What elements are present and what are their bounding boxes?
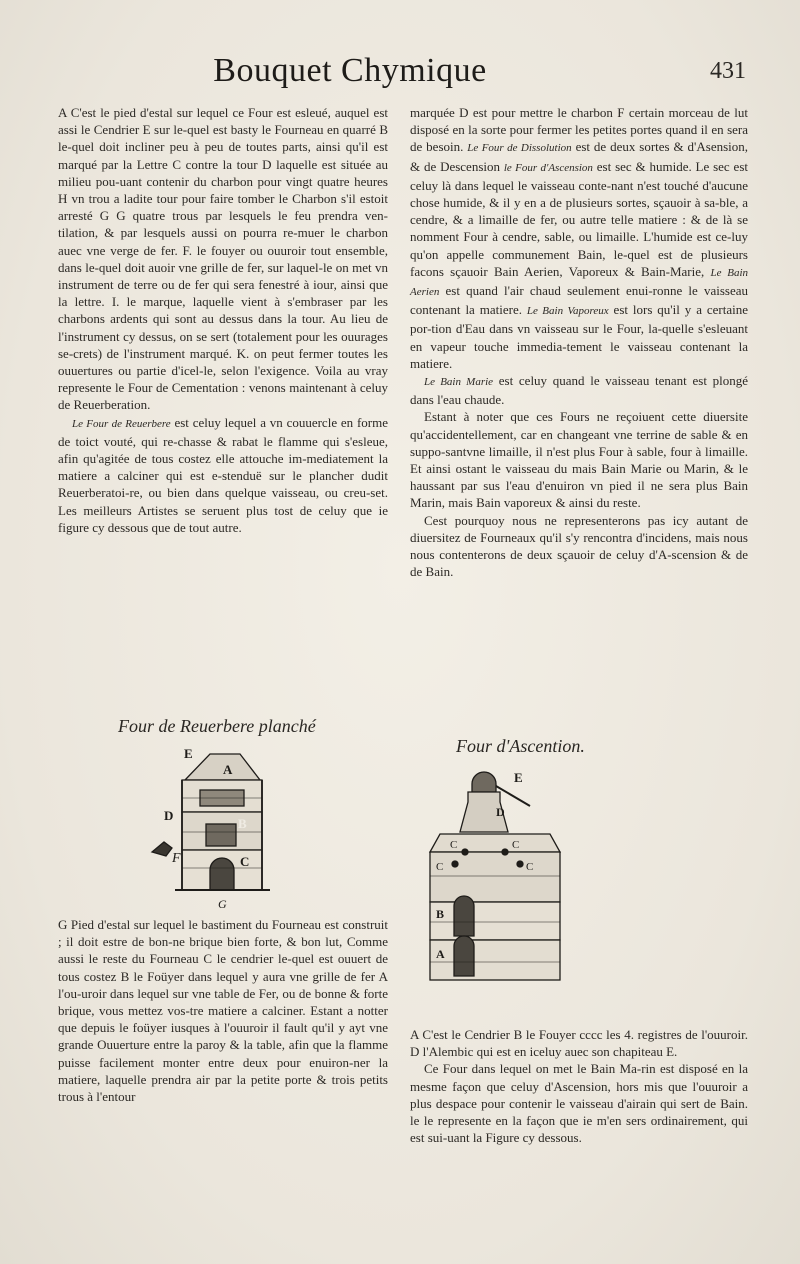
- dissolution-paragraph: [410, 104, 748, 372]
- fig-left-label-d: D: [164, 808, 174, 823]
- bain-marie-paragraph: [410, 372, 748, 408]
- left-column-bottom: [58, 916, 388, 1105]
- fig-left-label-e: E: [184, 746, 193, 761]
- ascention-furnace-drawing: [410, 756, 580, 986]
- fig-right-label-d: D: [496, 805, 505, 819]
- fig-left-label-f: F: [172, 851, 181, 866]
- p1-lead-dissolution: Le Four de Dissolution: [467, 142, 572, 155]
- p2-text: est celuy quand le vaisseau tenant est plongé dans l'eau chaude.: [410, 373, 749, 408]
- fig-right-label-b: B: [436, 907, 445, 921]
- p2-lead: Le Bain Marie: [424, 376, 494, 389]
- reverb-text: est celuy lequel a vn couuercle en forme de toict vouté, qui re-chasse & rabat le flamme qui s'esleue, afin qu'agitée de tous costez elle attouche im-mediatement la matiere a calciner qui est e-stenduë sur le plancher dudit Reuerberatoi-re, ou bien dans quelque vaisseau, ou creu-set. Les meilleurs Artistes se seruent plus tost de celuy que ie figure cy dessous que de tout autre.: [58, 414, 388, 535]
- fig-right-label-e: E: [514, 770, 523, 785]
- running-title: Bouquet Chymique: [213, 52, 487, 89]
- right-column-bottom: [410, 1026, 748, 1146]
- fig-left-label-b: B: [238, 816, 247, 831]
- fig-left-label-c: C: [240, 854, 250, 869]
- ascention-furnace-figure: [410, 756, 580, 986]
- fig-right-label-c1: C: [450, 839, 458, 851]
- cementation-paragraph: A C'est le pied d'estal sur lequel ce Four est esleué, auquel est assi le Cendrier E sur le-quel est basty le Fourneau en quarré B le-quel doit incliner peu à peu de toutes parts, ainsi qu'il est marqué par la Lettre C contre la tour D laquelle est située au milieu pou-uant contenir du charbon pour vingt quatre heures H vn trou a ladite tour pour faire tomber le Charbon s'il estoit arresté G G quatre trous par lesquels le feu prendra ven-tilation, & par lesquels aussi on pourra re-muer le charbon auec vne verge de fer. F. le fouyer ou ouuroir tout ensemble, dans le-quel doit auoir vne grille de fer, sur laquel-le on met vn instrument de terre ou de fer qui sera fenestré à iour, ainsi que la lettre. I. le marque, laquelle vient à s'embraser par les charbons ardents qui sont au dessus dans la tour. Au lieu de l'instrument cy dessus, on se sert (totalement pour les ouurages se-crets) de l'instrument marqué. K. on peut fermer toutes les ouuertures ou partie d'icel-le, selon l'exigence. Voila au vray represente le Four de Cementation : venons maintenant à celuy de Reuerberation.: [58, 105, 388, 413]
- fig-right-label-c3: C: [436, 861, 444, 873]
- caption-reverbere: Four de Reuerbere planché: [118, 716, 316, 736]
- reverbere-furnace-drawing: [110, 740, 310, 920]
- p1-end3: est lors qu'il y a certaine por-tion d'Eau dans vn vaisseau sur le Four, la-quelle s'esleuant en vapeur touche immedia-tement le vaisseau contenant la matiere.: [410, 302, 749, 371]
- left-column-top: [58, 104, 388, 536]
- right-column-top: [410, 104, 748, 580]
- page-header: [0, 52, 800, 102]
- p1-lead-aerien: Le Bain Aerien: [410, 266, 748, 299]
- fig-right-label-a: A: [436, 947, 445, 961]
- reverberation-paragraph: [58, 414, 388, 536]
- p1-end: est sec & humide. Le sec est celuy là dans lequel le vaisseau conte-nant n'est touché d'aucune chose humide, & il y en a de plusieurs sortes, sçauoir à sa-ble, a cendre, & a limaille de fer, ou autre telle matiere : & de là se nomment Four à cendre, sable, ou limaille. L'humide est ce-luy qu'on appelle communement Bain, le-quel est de plusieurs facons sçauoir Bain Aerien, Vaporeux & Bain-Marie,: [410, 158, 748, 279]
- fig-left-label-g: G: [218, 897, 227, 911]
- p1-mid: est de deux sortes & d'Asension, & de Descension: [410, 139, 749, 174]
- reverb-lead: Le Four de Reuerbere: [72, 417, 171, 430]
- conclusion-paragraph: Cest pourquoy nous ne representerons pas icy autant de diuersitez de Fourneaux qu'il s'y rencontra d'incidens, mais nous nous contenterons de deux sçauoir de celuy d'A-scension & de de Bain.: [410, 512, 748, 580]
- diversity-paragraph: Estant à noter que ces Fours ne reçoiuent cette diuersite qu'accidentellement, car en changeant vne terrine de sable & en suppo-santvne limaille, il n'est plus Four à sable, four à limaille. Et ainsi ostant le vaisseau du mais Bain Marie ou Marin, & le haussant par sus l'eau d'enuiron vn pied il ne sera plus Bain Marin, mais Bain vaporeux & ainsi du reste.: [410, 409, 748, 511]
- fig-right-label-c2: C: [512, 839, 520, 851]
- caption-ascention: Four d'Ascention.: [456, 736, 585, 756]
- fig-right-label-c4: C: [526, 861, 534, 873]
- page-number: 431: [710, 58, 746, 84]
- reverbere-furnace-figure: [110, 740, 310, 920]
- p1-start: marquée D est pour mettre le charbon F certain morceau de lut disposé en la sorte pour fermer les petites portes quand il en sera de besoin.: [410, 105, 748, 155]
- reverbere-legend-paragraph: G Pied d'estal sur lequel le bastiment du Fourneau est construit ; il doit estre de bon-ne brique bien forte, & bon lut, Comme aussi le reste du Fourneau C le cendrier le-quel est ouuert de tous costez B le Foüyer dans lequel y aura vne grille de fer A l'ou-uroir dans lequel sur vne table de Fer, ou de bonne & forte brique, vous mettez vos-tre matiere a calciner. Estant a notter que depuis le foüyer iusques à l'ouuroir il fault qu'il y ayt vne grande Ouuerture entre la paroy & la table, afin que la flamme puisse facilement monter entre deux pour enuiron-ner la matiere, laquelle prendra air par la petite porte & trois petits trous à l'entour: [58, 917, 388, 1105]
- bain-marin-paragraph: Ce Four dans lequel on met le Bain Ma-rin est disposé en la mesme façon que celuy d'Ascension, hors mis que l'ouuroir a plus despace pour contenir le vaisseau d'airain qui sert de Bain. le le represente en la façon que ie m'en sers ordinairement, qui est sui-uant la Figure cy dessous.: [410, 1061, 748, 1146]
- p1-lead-ascension: le Four d'Ascension: [503, 161, 593, 174]
- p1-lead-vaporeux: Le Bain Vaporeux: [526, 305, 609, 318]
- fig-left-label-a: A: [223, 762, 233, 777]
- p1-end2: est quand l'air chaud seulement enui-ronne le vaisseau contenant la matiere.: [410, 283, 749, 318]
- ascention-legend-paragraph: A C'est le Cendrier B le Fouyer cccc les 4. registres de l'ouuroir. D l'Alembic qui est en iceluy auec son chapiteau E.: [410, 1027, 748, 1060]
